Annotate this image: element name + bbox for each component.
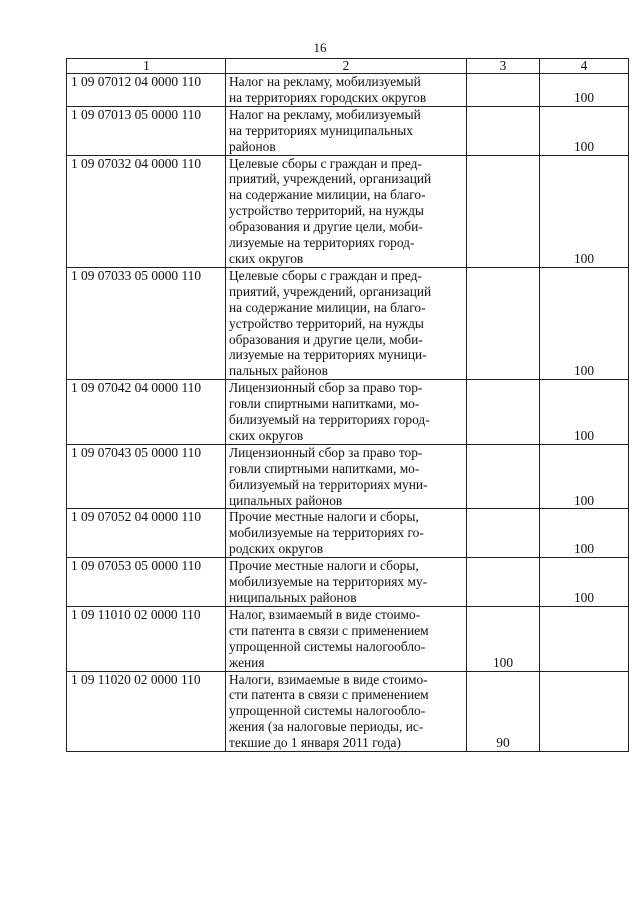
normative-column-3-cell [467,444,540,509]
table-row [67,558,629,607]
revenue-name-line: на территориях муниципальных [229,122,413,138]
budget-code-cell: 1 09 07043 05 0000 110 [67,444,226,509]
revenue-name-line: устройство территорий, на нужды [229,203,424,219]
normative-column-3-cell [467,74,540,107]
revenue-name-line: пальных районов [229,363,328,379]
column-header-3: 3 [467,59,540,74]
page-number: 16 [313,40,327,55]
revenue-name-line: образования и другие цели, моби- [229,331,423,347]
table-row [67,444,629,509]
budget-code-cell: 1 09 07052 04 0000 110 [67,509,226,558]
revenue-name-line: на территориях городских округов [229,89,427,105]
normative-column-3-cell [467,106,540,155]
revenue-name-line: районов [229,138,276,154]
revenue-name-cell [226,380,467,445]
normative-column-3-cell [467,155,540,267]
revenue-name-line: упрощенной системы налогообло- [229,638,426,654]
revenue-name-line: приятий, учреждений, организаций [229,283,432,299]
revenue-name-line: Налоги, взимаемые в виде стоимо- [229,671,428,687]
revenue-name-line: лизуемые на территориях муници- [229,347,427,363]
normative-column-3-cell [467,380,540,445]
revenue-name-cell [226,74,467,107]
budget-code-cell: 1 09 07012 04 0000 110 [67,74,226,107]
normative-column-3-cell [467,558,540,607]
revenue-name-line: на содержание милиции, на благо- [229,187,426,203]
budget-code-cell: 1 09 07053 05 0000 110 [67,558,226,607]
table-header-row [67,59,629,74]
revenue-name-line: лизуемые на территориях город- [229,235,415,251]
revenue-name-cell [226,155,467,267]
table-row [67,106,629,155]
normative-column-3-cell: 100 [467,606,540,671]
revenue-name-cell [226,558,467,607]
revenue-name-cell [226,106,467,155]
revenue-name-line: на содержание милиции, на благо- [229,299,426,315]
revenue-name-line: Лицензионный сбор за право тор- [229,380,423,396]
revenue-name-line: Налог на рекламу, мобилизуемый [229,74,421,89]
revenue-name-line: мобилизуемые на территориях го- [229,525,424,541]
normative-column-4-cell: 100 [540,267,629,379]
revenue-name-line: говли спиртными напитками, мо- [229,460,420,476]
revenue-name-line: устройство территорий, на нужды [229,315,424,331]
revenue-name-line: билизуемый на территориях муни- [229,476,428,492]
revenue-name-line: говли спиртными напитками, мо- [229,396,420,412]
normative-column-4-cell: 100 [540,106,629,155]
revenue-name-cell [226,509,467,558]
table-row [67,509,629,558]
normative-column-4-cell: 100 [540,509,629,558]
normative-column-4-cell [540,606,629,671]
table-row [67,606,629,671]
revenue-name-line: Прочие местные налоги и сборы, [229,509,419,525]
budget-code-cell: 1 09 07032 04 0000 110 [67,155,226,267]
revenue-name-line: ских округов [229,250,304,266]
revenue-name-line: Налог на рекламу, мобилизуемый [229,106,421,122]
revenue-name-line: жения (за налоговые периоды, ис- [229,719,424,735]
revenue-name-line: ципальных районов [229,492,343,508]
revenue-name-line: Целевые сборы с граждан и пред- [229,267,422,283]
column-header-4: 4 [540,59,629,74]
budget-code-cell: 1 09 07042 04 0000 110 [67,380,226,445]
budget-code-cell: 1 09 11020 02 0000 110 [67,671,226,752]
revenue-name-line: ских округов [229,427,304,443]
revenue-name-line: Лицензионный сбор за право тор- [229,444,423,460]
table-row [67,74,629,107]
normative-column-3-cell [467,267,540,379]
budget-code-cell: 1 09 07033 05 0000 110 [67,267,226,379]
budget-classification-table [66,58,629,752]
revenue-name-line: сти патента в связи с применением [229,687,429,703]
normative-column-4-cell: 100 [540,74,629,107]
normative-column-3-cell: 90 [467,671,540,752]
table-row [67,267,629,379]
revenue-name-line: образования и другие цели, моби- [229,219,423,235]
revenue-name-line: текшие до 1 января 2011 года) [229,735,401,751]
revenue-name-line: родских округов [229,541,324,557]
column-header-1: 1 [67,59,226,74]
table-row [67,155,629,267]
revenue-name-line: сти патента в связи с применением [229,622,429,638]
normative-column-3-cell [467,509,540,558]
normative-column-4-cell: 100 [540,380,629,445]
revenue-name-line: ниципальных районов [229,590,357,605]
revenue-name-cell [226,606,467,671]
revenue-name-cell [226,267,467,379]
normative-column-4-cell: 100 [540,155,629,267]
revenue-name-line: упрощенной системы налогообло- [229,703,426,719]
revenue-name-cell [226,671,467,752]
column-header-2: 2 [226,59,467,74]
normative-column-4-cell: 100 [540,558,629,607]
revenue-name-line: приятий, учреждений, организаций [229,171,432,187]
revenue-name-cell [226,444,467,509]
table-row [67,380,629,445]
revenue-name-line: Целевые сборы с граждан и пред- [229,155,422,171]
revenue-name-line: мобилизуемые на территориях му- [229,574,428,590]
budget-code-cell: 1 09 07013 05 0000 110 [67,106,226,155]
revenue-name-line: Налог, взимаемый в виде стоимо- [229,606,421,622]
normative-column-4-cell [540,671,629,752]
revenue-name-line: жения [229,654,265,670]
revenue-name-line: билизуемый на территориях город- [229,412,430,428]
table-row [67,671,629,752]
revenue-name-line: Прочие местные налоги и сборы, [229,558,419,574]
normative-column-4-cell: 100 [540,444,629,509]
budget-code-cell: 1 09 11010 02 0000 110 [67,606,226,671]
